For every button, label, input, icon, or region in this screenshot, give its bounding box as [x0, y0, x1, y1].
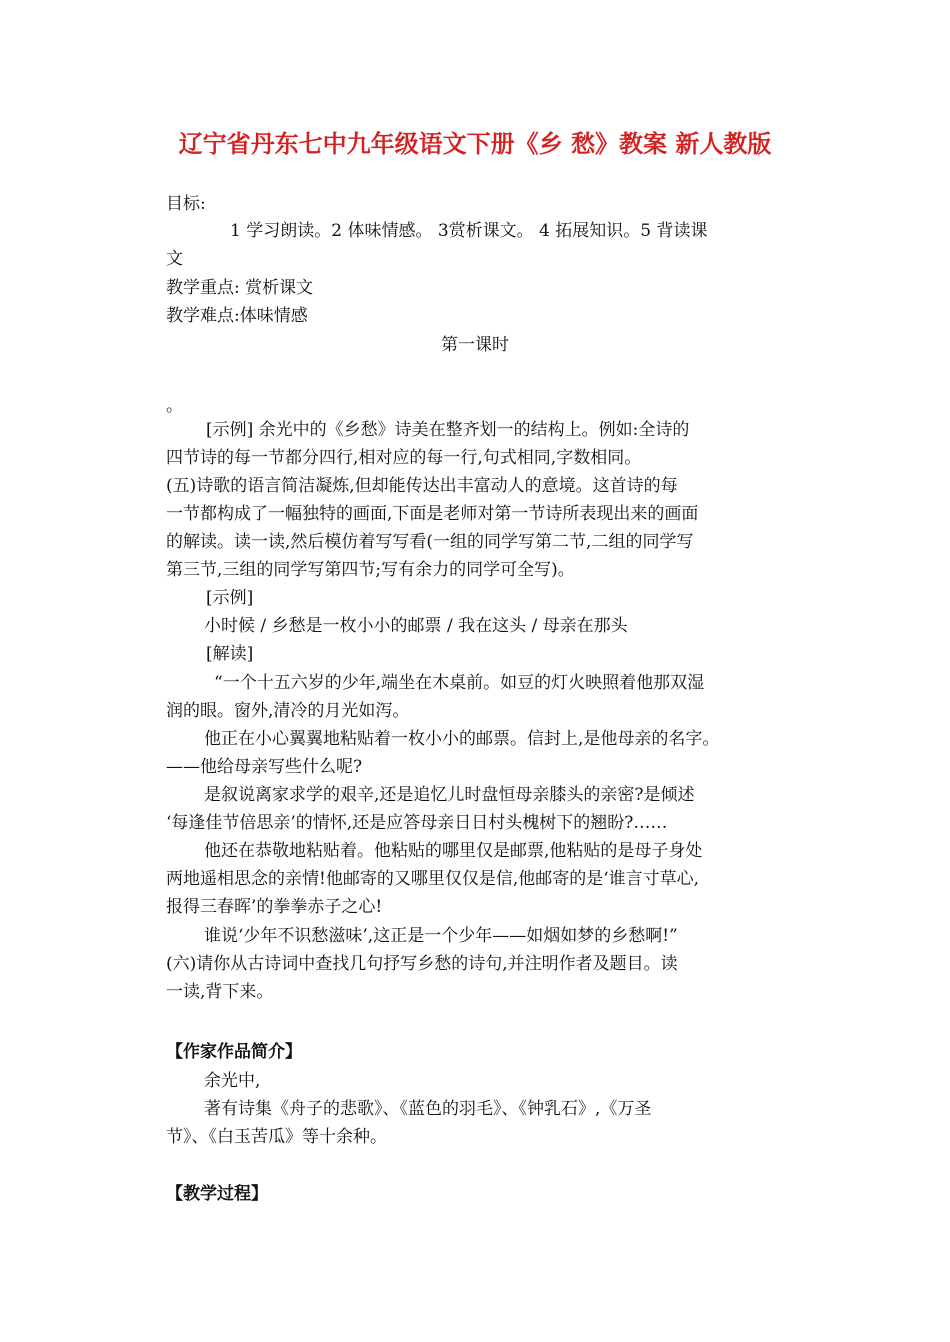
paragraph-line: (五)诗歌的语言简洁凝炼,但却能传达出丰富动人的意境。这首诗的每	[166, 476, 678, 496]
paragraph-line: ‘每逢佳节倍思亲’的情怀,还是应答母亲日日村头槐树下的翘盼?……	[166, 813, 668, 833]
paragraph-line: 节》、《白玉苦瓜》等十余种。	[166, 1127, 387, 1147]
goals-label: 目标:	[166, 194, 206, 214]
paragraph-line: 一读,背下来。	[166, 982, 274, 1002]
lesson-heading: 第一课时	[441, 335, 509, 355]
teaching-process-heading: 【教学过程】	[166, 1184, 268, 1204]
document-title: 辽宁省丹东七中九年级语文下册《乡 愁》教案 新人教版	[178, 130, 772, 158]
teaching-difficulty: 教学难点:体味情感	[166, 306, 308, 326]
paragraph-line: 他正在小心翼翼地粘贴着一枚小小的邮票。信封上,是他母亲的名字。	[204, 729, 720, 749]
teaching-focus: 教学重点: 赏析课文	[166, 278, 314, 298]
paragraph-line: 四节诗的每一节都分四行,相对应的每一行,句式相同,字数相同。	[166, 448, 642, 468]
author-intro-heading: 【作家作品简介】	[166, 1042, 302, 1062]
stray-mark: 。	[166, 396, 183, 416]
paragraph-line: (六)请你从古诗词中查找几句抒写乡愁的诗句,并注明作者及题目。读	[166, 954, 678, 974]
goals-list: 1 学习朗读。2 体味情感。 3赏析课文。 4 拓展知识。5 背读课	[230, 221, 708, 241]
paragraph-line: ——他给母亲写些什么呢?	[166, 757, 363, 777]
paragraph-line: 两地遥相思念的亲情!他邮寄的又哪里仅仅是信,他邮寄的是‘谁言寸草心,	[166, 869, 700, 889]
paragraph-line: 第三节,三组的同学写第四节;写有余力的同学可全写)。	[166, 560, 575, 580]
paragraph-line: 谁说‘少年不识愁滋味’,这正是一个少年——如烟如梦的乡愁啊!”	[204, 926, 678, 946]
paragraph-line: 他还在恭敬地粘贴着。他粘贴的哪里仅是邮票,他粘贴的是母子身处	[204, 841, 703, 861]
paragraph-line: 是叙说离家求学的艰辛,还是追忆儿时盘恒母亲膝头的亲密?是倾述	[204, 785, 695, 805]
paragraph-line: 一节都构成了一幅独特的画面,下面是老师对第一节诗所表现出来的画面	[166, 504, 699, 524]
paragraph-line: 润的眼。窗外,清冷的月光如泻。	[166, 701, 410, 721]
author-name: 余光中,	[204, 1071, 261, 1091]
poem-stanza: 小时候 / 乡愁是一枚小小的邮票 / 我在这头 / 母亲在那头	[204, 616, 628, 636]
goals-list-continued: 文	[166, 249, 183, 269]
paragraph-line: 的解读。读一读,然后模仿着写写看(一组的同学写第二节,二组的同学写	[166, 532, 694, 552]
paragraph-line: 著有诗集《舟子的悲歌》、《蓝色的羽毛》、《钟乳石》,《万圣	[204, 1099, 652, 1119]
interpretation-label: [解读]	[206, 644, 254, 664]
paragraph-line: [示例] 余光中的《乡愁》诗美在整齐划一的结构上。例如:全诗的	[206, 420, 690, 440]
example-label: [示例]	[206, 588, 254, 608]
paragraph-line: “一个十五六岁的少年,端坐在木桌前。如豆的灯火映照着他那双湿	[214, 673, 705, 693]
paragraph-line: 报得三春晖’的拳拳赤子之心!	[166, 897, 383, 917]
